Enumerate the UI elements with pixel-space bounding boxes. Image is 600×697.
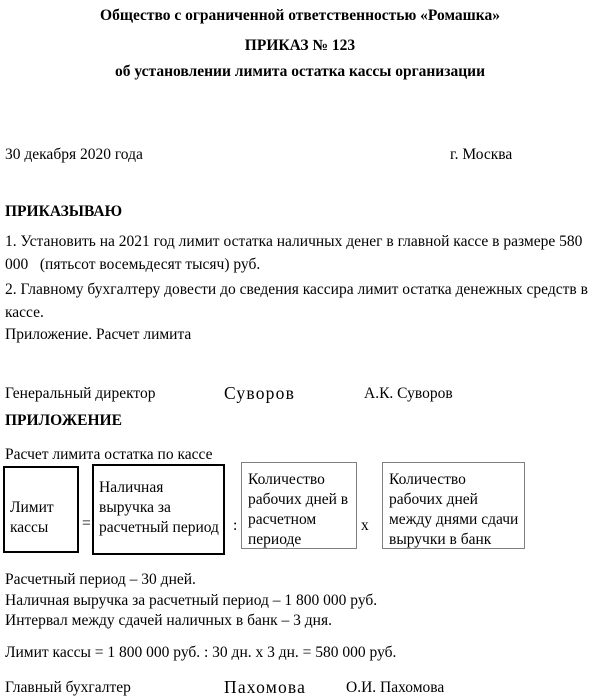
formula-box-days-between-deposits xyxy=(382,462,525,549)
calculation-parameters xyxy=(5,570,594,632)
appendix-subtitle: Расчет лимита остатка по кассе xyxy=(5,446,213,463)
equals-operator: = xyxy=(82,515,91,532)
limit-formula xyxy=(0,462,600,557)
multiplication-operator: х xyxy=(361,517,369,534)
formula-box-cash-limit xyxy=(3,466,79,553)
accountant-title: Главный бухгалтер xyxy=(5,679,131,696)
param-cash-revenue: Наличная выручка за расчетный период – 1 800 000 руб. xyxy=(5,591,378,609)
division-operator: : xyxy=(233,517,238,534)
formula-box-cash-revenue-label: Наличная выручка за расчетный период xyxy=(99,478,219,536)
limit-calculation-result: Лимит кассы = 1 800 000 руб. : 30 дн. х 3 дн. = 580 000 руб. xyxy=(5,644,397,661)
order-item-1: 1. Установить на 2021 год лимит остатка наличных денег в главной кассе в размере 580 000 (пятьсот восемьдесят тысяч) руб. xyxy=(5,233,587,273)
param-settlement-period: Расчетный период – 30 дней. xyxy=(5,571,196,588)
appendix-heading: ПРИЛОЖЕНИЕ xyxy=(5,412,122,429)
order-number-title: ПРИКАЗ № 123 xyxy=(244,37,356,54)
order-item-2: 2. Главному бухгалтеру довести до сведения кассира лимит остатка денежных средств в кассе. xyxy=(5,281,592,321)
order-subject: об установлении лимита остатка кассы организации xyxy=(114,63,486,80)
company-name: Общество с ограниченной ответственностью «Ромашка» xyxy=(100,7,500,24)
formula-box-days-between-deposits-label: Количество рабочих дней между днями сдачи выручки в банк xyxy=(389,471,519,548)
director-title: Генеральный директор xyxy=(5,385,156,402)
attachment-note: Приложение. Расчет лимита xyxy=(5,326,192,343)
accountant-signature: Пахомова xyxy=(224,677,307,697)
formula-box-working-days-label: Количество рабочих дней в расчетном периоде xyxy=(248,471,349,548)
director-name: А.К. Суворов xyxy=(364,385,453,402)
param-deposit-interval: Интервал между сдачей наличных в банк – 3 дня. xyxy=(5,612,332,629)
director-signature: Суворов xyxy=(224,383,296,403)
order-heading: ПРИКАЗЫВАЮ xyxy=(5,203,123,220)
accountant-name: О.И. Пахомова xyxy=(346,679,445,696)
order-date: 30 декабря 2020 года xyxy=(5,146,143,163)
formula-box-working-days xyxy=(241,462,357,549)
order-city: г. Москва xyxy=(450,146,513,163)
formula-box-cash-revenue xyxy=(92,464,225,555)
formula-box-cash-limit-label: Лимит кассы xyxy=(10,499,54,536)
